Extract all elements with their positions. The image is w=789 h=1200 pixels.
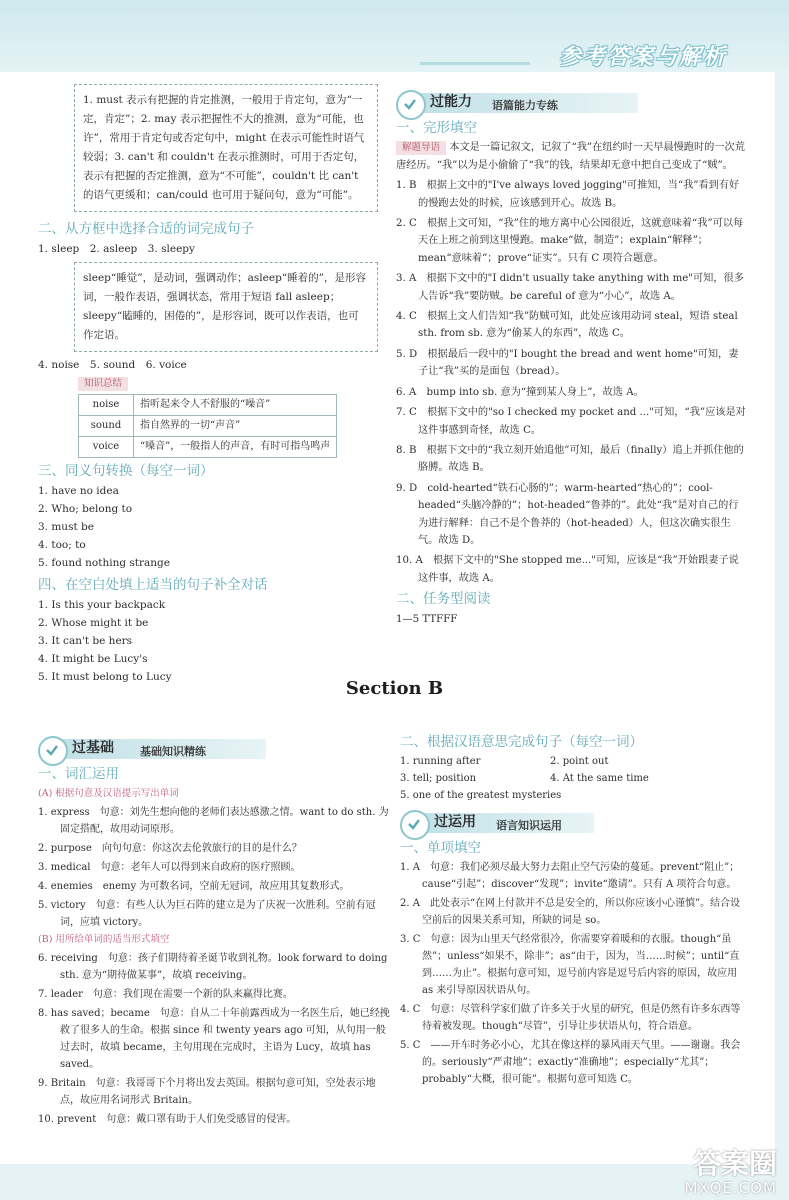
list-item: 8. B 根据下文中的“我立刻开始追他”可知，最后（finally）追上并抓住他的胳膊。故选 B。 <box>396 444 744 474</box>
answer-item: 1. running after <box>400 756 481 767</box>
answer-line: 1. sleep 2. asleep 3. sleepy <box>38 243 195 255</box>
table-row <box>79 395 337 416</box>
answer-item: 3. tell; position <box>400 773 477 784</box>
section-heading: 二、从方框中选择合适的词完成句子 <box>38 221 254 237</box>
section-heading: 二、根据汉语意思完成句子（每空一词） <box>400 734 643 750</box>
list-item: 7. C 根据下文中的"so I checked my pocket and ..."可知，“我”应该是对这件事感到奇怪，故选 C。 <box>396 407 746 436</box>
list-item: 4. C 根据上文人们告知“我”防贼可知，此处应该用动词 steal，短语 steal sth. from sb. 意为“偷某人的东西”，故选 C。 <box>396 311 738 340</box>
table-row <box>79 437 337 458</box>
answer-grid <box>400 753 748 804</box>
table-cell-value: 指自然界的一切“声音” <box>134 416 337 437</box>
section-heading: 一、完形填空 <box>396 120 477 136</box>
banner-subtitle: 语言知识运用 <box>496 819 562 832</box>
list-item: 7. leader 句意：我们现在需要一个新的队来赢得比赛。 <box>38 989 293 1000</box>
watermark-line1: 答案圈 <box>692 1147 777 1180</box>
knowledge-table <box>78 394 337 458</box>
list-item: 5. D 根据最后一段中的"I bought the bread and went home"可知，妻子让“我”买的是面包（bread）。 <box>396 348 739 378</box>
basic-banner <box>38 736 390 762</box>
list-item: 4. C 句意：尽管科学家们做了许多关于火星的研究，但是仍然有许多东西等待着被发现。though“尽管”，引导让步状语从句，符合语意。 <box>400 1004 741 1032</box>
sleep-note <box>74 262 378 352</box>
right-edge-band <box>775 72 789 1200</box>
table-cell-key: sound <box>79 416 134 437</box>
usage-banner <box>400 810 748 836</box>
header-decoration <box>420 40 530 65</box>
list-item: 1. Is this your backpack <box>38 599 166 611</box>
guide-paragraph <box>396 139 748 174</box>
answer-item: 5. one of the greatest mysteries <box>400 790 562 801</box>
left-bottom-column <box>38 732 390 1128</box>
table-cell-key: noise <box>79 395 134 416</box>
list-item: 2. C 根据上文可知，“我”住的地方离中心公园很近，这就意味着“我”可以每天在上班之前到这里慢跑。make“做，制造”；explain“解释”；mean“意味着”；prove“证实”。只有 C 项符合题意。 <box>396 218 744 264</box>
guide-text: 本文是一篇记叙文，记叙了“我”在纽约时一天早晨慢跑时的一次荒唐经历。“我”以为是小偷偷了“我”的钱，结果却无意中把自己变成了“贼”。 <box>396 142 745 171</box>
banner-subtitle: 语篇能力专练 <box>492 99 558 112</box>
list-item: 3. must be <box>38 521 94 533</box>
list-item: 10. prevent 句意：戴口罩有助于人们免受感冒的侵害。 <box>38 1114 297 1125</box>
table-cell-value: 指听起来令人不舒服的“噪音” <box>134 395 337 416</box>
section-heading: 一、单项填空 <box>400 840 481 856</box>
list-item: 3. A 根据下文中的"I didn't usually take anything with me"可知，很多人告诉“我”要防贼。be careful of 意为“小心”，故选 A。 <box>396 273 744 302</box>
list-item: 8. has saved；became 句意：自从二十年前露西成为一名医生后，她已经挽救了很多人的生命。根据 since 和 twenty years ago 可知，从句用一般过去时，故填 became，主句用现在完成时，主语为 Lucy，故填 has saved。 <box>38 1008 390 1070</box>
check-icon <box>400 810 430 840</box>
banner-name: 过运用 <box>434 814 476 830</box>
list-item: 1. have no idea <box>38 485 119 497</box>
list-item: 5. found nothing strange <box>38 557 170 569</box>
sub-heading: (A) 根据句意及汉语提示写出单词 <box>38 788 179 799</box>
answer-line: 1—5 TTFFF <box>396 613 458 625</box>
list-item: 2. Who; belong to <box>38 503 133 515</box>
sub-heading: (B) 用所给单词的适当形式填空 <box>38 934 170 945</box>
section-heading: 三、同义句转换（每空一词） <box>38 463 214 479</box>
answer-line: 4. noise 5. sound 6. voice <box>38 359 187 371</box>
banner-subtitle: 基础知识精练 <box>140 745 206 758</box>
list-item: 5. victory 句意：有些人认为巨石阵的建立是为了庆祝一次胜利。空前有冠词，应填 victory。 <box>38 900 376 928</box>
list-item: 4. It might be Lucy's <box>38 653 148 665</box>
right-top-column <box>396 86 748 628</box>
knowledge-summary <box>78 374 378 458</box>
header-title: 参考答案与解析 <box>558 45 727 70</box>
modal-verb-note <box>74 84 378 212</box>
list-item: 9. Britain 句意：我哥哥下个月将出发去英国。根据句意可知，空处表示地点，故应用名词形式 Britain。 <box>38 1078 376 1106</box>
note-text: 1. must 表示有把握的肯定推测，一般用于肯定句，意为“一定，肯定”；2. may 表示把握性不大的推测，意为“可能，也许”，常用于肯定句或否定句中，might 在表示可能性时语气较弱；3. can't 和 couldn't 在表示推测时，可用于否定句，表示有把握的否定推测，意为“不可能”，couldn't 比 can't 的语气更缓和；can/could 也可用于疑问句，意为“可能”。 <box>83 94 365 201</box>
right-bottom-column <box>400 730 748 1088</box>
section-heading: 二、任务型阅读 <box>396 591 491 608</box>
list-item: 4. too; to <box>38 539 86 551</box>
section-heading: 一、词汇运用 <box>38 766 119 782</box>
list-item: 2. A 此处表示“在网上付款并不总是安全的，所以你应该小心谨慎”。结合设空前后的因果关系可知，所缺的词是 so。 <box>400 898 741 926</box>
watermark-logo <box>685 1148 778 1196</box>
list-item: 2. Whose might it be <box>38 617 149 629</box>
list-item: 6. A bump into sb. 意为“撞到某人身上”，故选 A。 <box>396 386 644 398</box>
answer-item: 4. At the same time <box>550 773 649 784</box>
list-item: 2. purpose 向句句意：你这次去伦敦旅行的目的是什么？ <box>38 843 302 854</box>
left-top-column <box>38 84 378 686</box>
check-icon <box>396 90 426 120</box>
bottom-band <box>0 1164 789 1200</box>
guide-tag: 解题导语 <box>396 141 446 155</box>
banner-name: 过能力 <box>430 94 472 110</box>
list-item: 9. D cold-hearted“铁石心肠的”；warm-hearted“热心的”；cool-headed“头脑冷静的”；hot-headed“鲁莽的”。此处“我”是对自己的行为进行解释：自己不是个鲁莽的（hot-headed）人，但这次确实很生气。故选 D。 <box>396 482 739 546</box>
page-header <box>0 0 789 72</box>
note-text: sleep“睡觉”，是动词，强调动作；asleep“睡着的”，是形容词，一般作表语，强调状态，常用于短语 fall asleep；sleepy“瞌睡的，困倦的”，是形容词，既可以作表语，也可作定语。 <box>83 272 367 341</box>
list-item: 4. enemies enemy 为可数名词，空前无冠词，故应用其复数形式。 <box>38 881 350 892</box>
list-item: 3. It can't be hers <box>38 635 133 647</box>
list-item: 3. medical 句意：老年人可以得到来自政府的医疗照顾。 <box>38 862 301 873</box>
answer-item: 2. point out <box>550 756 609 767</box>
list-item: 5. It must belong to Lucy <box>38 671 172 683</box>
banner-name: 过基础 <box>72 740 114 756</box>
watermark-line2: MXQE.COM <box>684 1179 777 1197</box>
check-icon <box>38 736 68 766</box>
table-cell-value: “嗓音”，一般指人的声音，有时可指鸟鸣声 <box>134 437 337 458</box>
list-item: 10. A 根据下文中的"She stopped me..."可知，应该是“我”开始跟妻子说这件事，故选 A。 <box>396 555 739 584</box>
section-b-title: Section B <box>345 678 444 699</box>
list-item: 1. express 句意：刘先生想向他的老师们表达感激之情。want to do sth. 为固定搭配，故用动词原形。 <box>38 807 389 835</box>
list-item: 6. receiving 句意：孩子们期待着圣诞节收到礼物。look forward to doing sth. 意为“期待做某事”，故填 receiving。 <box>38 953 388 981</box>
table-cell-key: voice <box>79 437 134 458</box>
list-item: 1. B 根据上文中的"I've always loved jogging"可推知，当“我”看到有好的慢跑去处的时候，应该感到开心。故选 B。 <box>396 180 740 209</box>
knowledge-tag: 知识总结 <box>78 377 128 391</box>
list-item: 1. A 句意：我们必须尽最大努力去阻止空气污染的蔓延。prevent“阻止”；cause“引起”；discover“发现”；invite“邀请”。只有 A 项符合句意。 <box>400 862 740 890</box>
table-row <box>79 416 337 437</box>
list-item: 3. C 句意：因为山里天气经常很冷，你需要穿着暖和的衣服。though“虽然”；unless“如果不，除非”；as“由于，因为，当……时候”；until“直到……为止”。根据句意可知，逗号前内容是逗号后内容的原因，故应用 as 来引导原因状语从句。 <box>400 934 740 996</box>
ability-banner <box>396 90 748 116</box>
list-item: 5. C ——开车时务必小心，尤其在像这样的暴风雨天气里。——谢谢。我会的。seriously“严肃地”；exactly“准确地”；especially“尤其”；probably“大概，很可能”。根据句意可知选 C。 <box>400 1040 741 1085</box>
section-heading: 四、在空白处填上适当的句子补全对话 <box>38 577 268 593</box>
